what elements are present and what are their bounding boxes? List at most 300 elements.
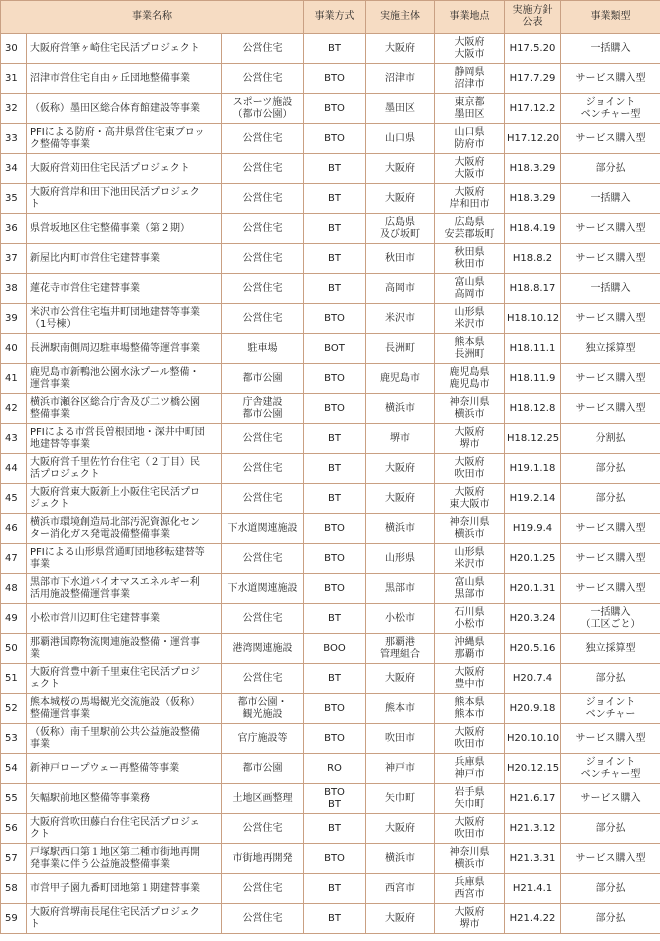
project-type-line: 部分払 xyxy=(595,822,626,834)
project-type-line: サービス購入型 xyxy=(575,552,646,564)
project-location-line: 大阪府 xyxy=(454,486,485,498)
facility-type-line: スポーツ施設 xyxy=(232,96,293,108)
table-row xyxy=(1,424,660,454)
row-number: 36 xyxy=(1,214,27,244)
announcement-date: H18.11.9 xyxy=(505,364,561,394)
table-row xyxy=(1,784,660,814)
project-location-line: 富山県 xyxy=(454,576,485,588)
announcement-date: H20.1.31 xyxy=(505,574,561,604)
table-row xyxy=(1,544,660,574)
row-number: 31 xyxy=(1,64,27,94)
facility-type xyxy=(222,634,304,664)
row-number: 48 xyxy=(1,574,27,604)
row-number: 46 xyxy=(1,514,27,544)
project-method xyxy=(304,604,366,634)
implementing-entity xyxy=(366,304,435,334)
project-name-line: 運営事業 xyxy=(30,378,70,390)
project-location-line: 東大阪市 xyxy=(449,498,490,510)
announcement-date: H21.3.12 xyxy=(505,814,561,844)
project-method xyxy=(304,574,366,604)
project-method-line: BOT xyxy=(324,342,345,354)
facility-type xyxy=(222,184,304,214)
project-location-line: 横浜市 xyxy=(454,858,485,870)
facility-type xyxy=(222,274,304,304)
project-name-line: 沼津市営住宅自由ヶ丘団地整備事業 xyxy=(30,72,190,84)
announcement-date: H18.3.29 xyxy=(505,154,561,184)
project-location-line: 大阪市 xyxy=(454,168,485,180)
project-name-line: 黒部市下水道バイオマスエネルギー利 xyxy=(30,576,200,588)
project-type-line: 一括購入 xyxy=(590,42,631,54)
table-row xyxy=(1,124,660,154)
project-type xyxy=(561,394,660,424)
project-location-line: 堺市 xyxy=(459,918,480,930)
facility-type-line: 公営住宅 xyxy=(242,252,283,264)
facility-type xyxy=(222,784,304,814)
project-location-line: 熊本市 xyxy=(454,708,485,720)
project-method xyxy=(304,184,366,214)
implementing-entity xyxy=(366,784,435,814)
announcement-date: H18.12.25 xyxy=(505,424,561,454)
table-row xyxy=(1,904,660,934)
project-type xyxy=(561,574,660,604)
project-method-line: BTO xyxy=(324,552,345,564)
project-name-line: 発事業に伴う公益施設整備事業 xyxy=(30,858,170,870)
project-location-line: 沖縄県 xyxy=(454,636,485,648)
implementing-entity xyxy=(366,844,435,874)
implementing-entity-line: 横浜市 xyxy=(385,522,415,534)
project-location xyxy=(435,124,505,154)
implementing-entity-line: 墨田区 xyxy=(385,102,415,114)
implementing-entity-line: 大阪府 xyxy=(385,492,415,504)
row-number: 59 xyxy=(1,904,27,934)
project-type-line: 独立採算型 xyxy=(585,642,636,654)
project-name-line: 大阪府営豊中新千里東住宅民活プロジ xyxy=(30,666,200,678)
facility-type xyxy=(222,454,304,484)
implementing-entity-line: 大阪府 xyxy=(385,162,415,174)
implementing-entity-line: 広島県 xyxy=(385,216,415,228)
project-location-line: 吹田市 xyxy=(454,828,485,840)
project-method xyxy=(304,514,366,544)
facility-type-line: 駐車場 xyxy=(247,342,278,354)
project-name xyxy=(27,784,222,814)
implementing-entity-line: 黒部市 xyxy=(385,582,415,594)
facility-type xyxy=(222,904,304,934)
project-type xyxy=(561,64,660,94)
project-method xyxy=(304,124,366,154)
project-name-line: ト xyxy=(30,918,40,930)
implementing-entity-line: 大阪府 xyxy=(385,672,415,684)
project-name xyxy=(27,754,222,784)
project-type-line: ジョイント xyxy=(585,756,636,768)
table-row xyxy=(1,154,660,184)
project-name-line: 整備運営事業 xyxy=(30,708,90,720)
project-name-line: 県営坂地区住宅整備事業（第２期） xyxy=(30,222,190,234)
project-method-line: BT xyxy=(328,192,341,204)
project-name xyxy=(27,874,222,904)
announcement-date: H17.7.29 xyxy=(505,64,561,94)
facility-type-line: 公営住宅 xyxy=(242,552,283,564)
implementing-entity xyxy=(366,214,435,244)
implementing-entity-line: 管理組合 xyxy=(380,648,420,660)
project-type xyxy=(561,874,660,904)
project-type-line: ジョイント xyxy=(585,96,636,108)
row-number: 47 xyxy=(1,544,27,574)
row-number: 33 xyxy=(1,124,27,154)
project-name-line: 大阪府営堺南長尾住宅民活プロジェク xyxy=(30,906,200,918)
project-location-line: 神奈川県 xyxy=(449,396,490,408)
announcement-date: H21.4.22 xyxy=(505,904,561,934)
facility-type-line: 都市公園 xyxy=(242,372,283,384)
implementing-entity-line: 沼津市 xyxy=(385,72,415,84)
project-type-line: サービス購入型 xyxy=(575,132,646,144)
announcement-date: H18.11.1 xyxy=(505,334,561,364)
project-name-line: 戸塚駅西口第１地区第二種市街地再開 xyxy=(30,846,200,858)
project-location xyxy=(435,874,505,904)
project-type xyxy=(561,424,660,454)
row-number: 35 xyxy=(1,184,27,214)
facility-type-line: 都市公園 xyxy=(242,408,283,420)
project-method-line: BT xyxy=(328,432,341,444)
implementing-entity xyxy=(366,874,435,904)
project-name-line: PFIによる防府・高井県営住宅東ブロッ xyxy=(30,126,205,138)
project-name xyxy=(27,514,222,544)
project-type-line: 部分払 xyxy=(595,492,626,504)
project-location-line: 山形県 xyxy=(454,306,485,318)
project-method xyxy=(304,694,366,724)
project-name xyxy=(27,274,222,304)
project-type xyxy=(561,364,660,394)
row-number: 56 xyxy=(1,814,27,844)
project-method-line: BTO xyxy=(324,852,345,864)
announcement-date: H20.1.25 xyxy=(505,544,561,574)
project-type xyxy=(561,694,660,724)
row-number: 53 xyxy=(1,724,27,754)
project-location xyxy=(435,724,505,754)
implementing-entity xyxy=(366,334,435,364)
facility-type-line: 公営住宅 xyxy=(242,42,283,54)
implementing-entity xyxy=(366,484,435,514)
project-location-line: 兵庫県 xyxy=(454,756,485,768)
header-name: 事業名称 xyxy=(1,1,304,34)
facility-type-line: 公営住宅 xyxy=(242,882,283,894)
announcement-date: H17.12.2 xyxy=(505,94,561,124)
project-name-line: 小松市営川辺町住宅建替事業 xyxy=(30,612,160,624)
project-method-line: BT xyxy=(328,612,341,624)
facility-type xyxy=(222,484,304,514)
table-header-row xyxy=(1,1,660,34)
table-row xyxy=(1,754,660,784)
project-name-line: 大阪府営苅田住宅民活プロジェクト xyxy=(30,162,190,174)
header-entity: 実施主体 xyxy=(366,1,435,34)
announcement-date: H20.10.10 xyxy=(505,724,561,754)
announcement-date: H17.12.20 xyxy=(505,124,561,154)
project-name-line: 米沢市公営住宅塩井町団地建替等事業 xyxy=(30,306,200,318)
project-name-line: 活用施設整備運営事業 xyxy=(30,588,130,600)
row-number: 57 xyxy=(1,844,27,874)
project-location-line: 米沢市 xyxy=(454,558,485,570)
project-location xyxy=(435,514,505,544)
facility-type xyxy=(222,154,304,184)
announcement-date: H18.12.8 xyxy=(505,394,561,424)
project-location-line: 秋田市 xyxy=(454,258,485,270)
row-number: 52 xyxy=(1,694,27,724)
row-number: 38 xyxy=(1,274,27,304)
project-method xyxy=(304,424,366,454)
project-location xyxy=(435,664,505,694)
project-type xyxy=(561,754,660,784)
project-method-line: RO xyxy=(327,762,342,774)
project-method-line: BTO xyxy=(324,582,345,594)
facility-type-line: 公営住宅 xyxy=(242,822,283,834)
project-name-line: 横浜市環境創造局北部汚泥資源化セン xyxy=(30,516,200,528)
project-method-line: BTO xyxy=(324,72,345,84)
project-name xyxy=(27,184,222,214)
announcement-date: H18.3.29 xyxy=(505,184,561,214)
project-name-line: 鹿児島市新鴨池公園水泳プール整備・ xyxy=(30,366,200,378)
implementing-entity-line: 山口県 xyxy=(385,132,415,144)
table-row xyxy=(1,34,660,64)
project-location xyxy=(435,154,505,184)
facility-type xyxy=(222,604,304,634)
project-name xyxy=(27,604,222,634)
project-type xyxy=(561,904,660,934)
announcement-date: H21.4.1 xyxy=(505,874,561,904)
project-name xyxy=(27,694,222,724)
project-method xyxy=(304,904,366,934)
facility-type-line: 下水道関連施設 xyxy=(227,522,298,534)
project-method-line: BTO xyxy=(324,372,345,384)
project-location xyxy=(435,604,505,634)
facility-type-line: 公営住宅 xyxy=(242,312,283,324)
facility-type xyxy=(222,214,304,244)
implementing-entity xyxy=(366,364,435,394)
facility-type xyxy=(222,544,304,574)
implementing-entity xyxy=(366,154,435,184)
implementing-entity xyxy=(366,814,435,844)
project-location xyxy=(435,694,505,724)
project-name xyxy=(27,634,222,664)
facility-type-line: 都市公園 xyxy=(242,762,283,774)
project-location xyxy=(435,904,505,934)
project-name xyxy=(27,904,222,934)
announcement-date: H18.4.19 xyxy=(505,214,561,244)
row-number: 42 xyxy=(1,394,27,424)
project-type-line: 部分払 xyxy=(595,672,626,684)
facility-type xyxy=(222,334,304,364)
implementing-entity xyxy=(366,454,435,484)
project-name-line: PFIによる市営長曽根団地・深井中町団 xyxy=(30,426,205,438)
implementing-entity xyxy=(366,754,435,784)
project-method xyxy=(304,784,366,814)
announcement-date: H18.10.12 xyxy=(505,304,561,334)
project-location xyxy=(435,454,505,484)
row-number: 41 xyxy=(1,364,27,394)
announcement-date: H19.2.14 xyxy=(505,484,561,514)
project-location-line: 大阪府 xyxy=(454,426,485,438)
implementing-entity-line: 大阪府 xyxy=(385,42,415,54)
project-name xyxy=(27,484,222,514)
project-location xyxy=(435,814,505,844)
announcement-date: H20.7.4 xyxy=(505,664,561,694)
project-method xyxy=(304,94,366,124)
project-type xyxy=(561,34,660,64)
project-location xyxy=(435,844,505,874)
announcement-date: H20.5.16 xyxy=(505,634,561,664)
project-name-line: ジェクト xyxy=(30,498,70,510)
project-method xyxy=(304,334,366,364)
project-name-line: ト xyxy=(30,198,40,210)
table-row xyxy=(1,214,660,244)
facility-type-line: 公営住宅 xyxy=(242,672,283,684)
implementing-entity xyxy=(366,34,435,64)
announcement-date: H19.1.18 xyxy=(505,454,561,484)
project-location-line: 静岡県 xyxy=(454,66,485,78)
header-type: 事業類型 xyxy=(561,1,660,34)
facility-type xyxy=(222,844,304,874)
project-name xyxy=(27,844,222,874)
project-location-line: 大阪府 xyxy=(454,186,485,198)
project-location-line: 神戸市 xyxy=(454,768,485,780)
project-type-line: サービス購入型 xyxy=(575,252,646,264)
project-method-line: BTO xyxy=(324,402,345,414)
row-number: 51 xyxy=(1,664,27,694)
project-location xyxy=(435,274,505,304)
project-name xyxy=(27,244,222,274)
table-row xyxy=(1,724,660,754)
project-location-line: 吹田市 xyxy=(454,738,485,750)
project-location xyxy=(435,304,505,334)
project-location-line: 石川県 xyxy=(454,606,485,618)
project-method xyxy=(304,304,366,334)
project-name-line: 業 xyxy=(30,648,40,660)
project-method xyxy=(304,814,366,844)
project-method xyxy=(304,154,366,184)
project-type xyxy=(561,244,660,274)
facility-type xyxy=(222,64,304,94)
project-type-line: 部分払 xyxy=(595,162,626,174)
project-type xyxy=(561,604,660,634)
project-location-line: 熊本県 xyxy=(454,336,485,348)
project-location-line: 沼津市 xyxy=(454,78,485,90)
facility-type xyxy=(222,514,304,544)
implementing-entity xyxy=(366,904,435,934)
project-location xyxy=(435,634,505,664)
facility-type xyxy=(222,304,304,334)
facility-type xyxy=(222,664,304,694)
project-method xyxy=(304,484,366,514)
project-type xyxy=(561,544,660,574)
implementing-entity xyxy=(366,664,435,694)
project-name xyxy=(27,814,222,844)
announcement-date: H21.6.17 xyxy=(505,784,561,814)
row-number: 55 xyxy=(1,784,27,814)
project-location-line: 山口県 xyxy=(454,126,485,138)
project-location xyxy=(435,94,505,124)
implementing-entity-line: 大阪府 xyxy=(385,462,415,474)
project-method xyxy=(304,664,366,694)
table-row xyxy=(1,814,660,844)
implementing-entity-line: 堺市 xyxy=(390,432,410,444)
project-location-line: 東京都 xyxy=(454,96,485,108)
facility-type xyxy=(222,424,304,454)
project-location-line: 鹿児島県 xyxy=(449,366,490,378)
project-type-line: サービス購入型 xyxy=(575,732,646,744)
facility-type xyxy=(222,94,304,124)
project-name-line: 地建替等事業 xyxy=(30,438,90,450)
project-location-line: 岸和田市 xyxy=(449,198,490,210)
project-name xyxy=(27,94,222,124)
project-location-line: 神奈川県 xyxy=(449,516,490,528)
implementing-entity-line: 長洲町 xyxy=(385,342,415,354)
announcement-date: H20.9.18 xyxy=(505,694,561,724)
project-name xyxy=(27,574,222,604)
implementing-entity xyxy=(366,694,435,724)
project-type-line: 一括購入 xyxy=(590,606,631,618)
table-body xyxy=(1,34,660,934)
project-method-line: BT xyxy=(328,162,341,174)
project-name xyxy=(27,664,222,694)
table-row xyxy=(1,64,660,94)
project-location-line: 米沢市 xyxy=(454,318,485,330)
implementing-entity-line: 西宮市 xyxy=(385,882,415,894)
table-row xyxy=(1,844,660,874)
project-location-line: 吹田市 xyxy=(454,468,485,480)
row-number: 58 xyxy=(1,874,27,904)
project-location-line: 黒部市 xyxy=(454,588,485,600)
implementing-entity xyxy=(366,94,435,124)
project-type xyxy=(561,724,660,754)
project-name-line: 矢幅駅前地区整備等事業務 xyxy=(30,792,150,804)
facility-type-line: 公営住宅 xyxy=(242,612,283,624)
project-type-line: 一括購入 xyxy=(590,282,631,294)
announcement-date: H20.12.15 xyxy=(505,754,561,784)
implementing-entity-line: 山形県 xyxy=(385,552,415,564)
header-date-line: 公表 xyxy=(522,17,543,28)
row-number: 30 xyxy=(1,34,27,64)
project-location xyxy=(435,394,505,424)
project-location xyxy=(435,184,505,214)
project-method xyxy=(304,874,366,904)
project-name-line: 大阪府営岸和田下池田民活プロジェク xyxy=(30,186,200,198)
facility-type-line: 公営住宅 xyxy=(242,432,283,444)
project-type-line: 部分払 xyxy=(595,912,626,924)
facility-type-line: 公営住宅 xyxy=(242,192,283,204)
project-location xyxy=(435,484,505,514)
table-row xyxy=(1,94,660,124)
project-location-line: 安芸郡坂町 xyxy=(444,228,495,240)
project-location-line: 富山県 xyxy=(454,276,485,288)
project-location-line: 兵庫県 xyxy=(454,876,485,888)
project-type xyxy=(561,274,660,304)
facility-type xyxy=(222,574,304,604)
facility-type xyxy=(222,694,304,724)
project-type-line: サービス購入型 xyxy=(575,852,646,864)
project-type xyxy=(561,154,660,184)
project-location xyxy=(435,754,505,784)
facility-type-line: 公営住宅 xyxy=(242,912,283,924)
facility-type xyxy=(222,124,304,154)
project-location-line: 大阪府 xyxy=(454,906,485,918)
project-name xyxy=(27,34,222,64)
project-location xyxy=(435,214,505,244)
project-method-line: BT xyxy=(328,252,341,264)
implementing-entity-line: 横浜市 xyxy=(385,402,415,414)
project-location-line: 矢巾町 xyxy=(454,798,485,810)
project-name-line: 那覇港国際物流関連施設整備・運営事 xyxy=(30,636,200,648)
table-row xyxy=(1,244,660,274)
project-method xyxy=(304,364,366,394)
project-location-line: 豊中市 xyxy=(454,678,485,690)
